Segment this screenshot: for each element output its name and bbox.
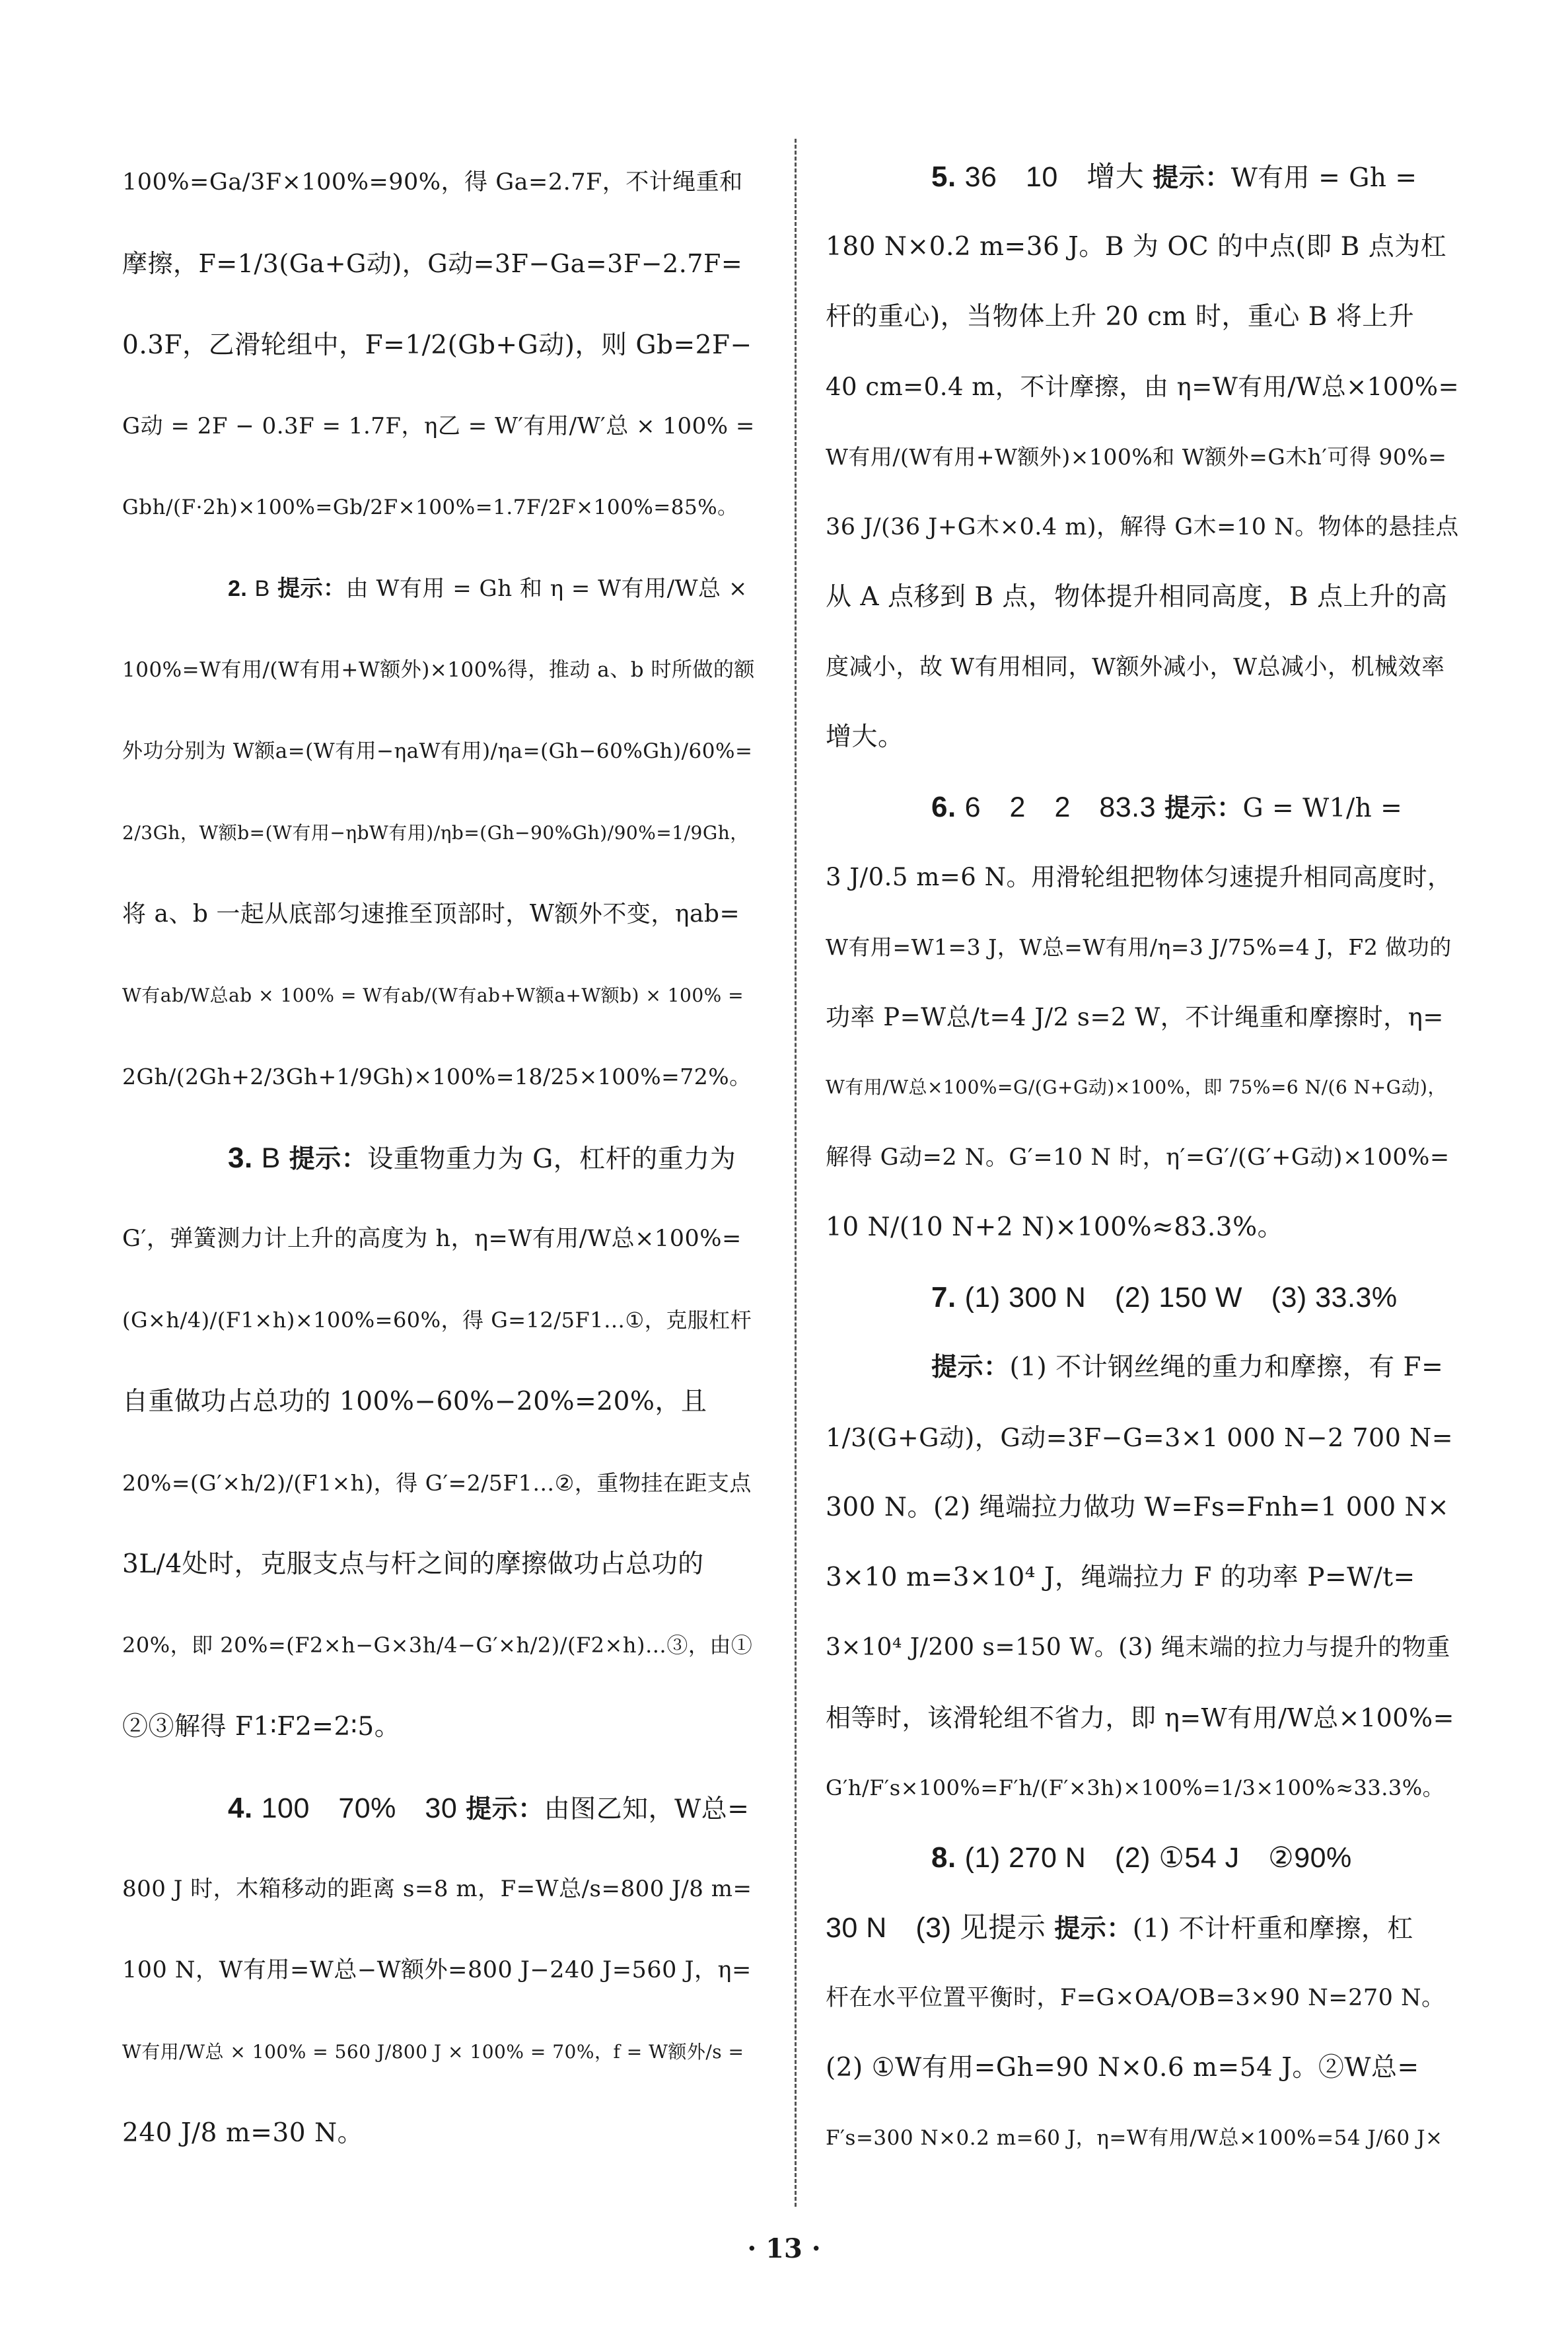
line-text: 将 a、b 一起从底部匀速推至顶部时，W额外不变，ηab= [122, 901, 740, 928]
question-number: 6. [931, 791, 956, 823]
question-number: 4. [228, 1792, 253, 1824]
text-line [826, 2103, 1460, 2173]
text-line [826, 562, 1460, 632]
text-line [122, 1036, 756, 1117]
text-line [122, 2092, 756, 2174]
answer: B [254, 576, 270, 601]
hint-label: 提示： [1164, 793, 1243, 823]
hint-label: 提示： [466, 1794, 544, 1824]
text-line [826, 1473, 1460, 1543]
text-line [122, 467, 756, 548]
question-number: 2. [228, 576, 248, 601]
text-line [122, 1199, 756, 1280]
line-text: ②③解得 F1∶F2=2∶5。 [122, 1712, 401, 1742]
question-number: 5. [931, 161, 956, 193]
line-text: W有用/W总 × 100% = 560 J/800 J × 100% = 70%，f = W额外/s = [122, 2041, 744, 2063]
answer: B [261, 1142, 281, 1174]
text-line [122, 1605, 756, 1686]
line-text: (2) ①W有用=Gh=90 N×0.6 m=54 J。②W总= [826, 2053, 1419, 2083]
line-text: 设重物重力为 G，杠杆的重力为 [367, 1144, 736, 1174]
hint-label: 提示： [277, 575, 346, 602]
text-line [826, 422, 1460, 492]
line-text: 杆在水平位置平衡时，F=G×OA/OB=3×90 N=270 N。 [826, 1985, 1445, 2011]
line-text: 0.3F，乙滑轮组中，F=1/2(Gb+G动)，则 Gb=2F− [122, 330, 752, 360]
line-text: G′h/F′s×100%=F′h/(F′×3h)×100%=1/3×100%≈33.3%。 [826, 1775, 1444, 1800]
question-number: 7. [931, 1281, 956, 1313]
hint-label: 提示： [1054, 1914, 1133, 1944]
line-text: W有用/W总×100%=G/(G+G动)×100%，即 75%=6 N/(6 N+G动)， [826, 1076, 1446, 1098]
line-text: 从 A 点移到 B 点，物体提升相同高度，B 点上升的高 [826, 582, 1448, 612]
line-text: 1/3(G+G动)，G动=3F−G=3×1 000 N−2 700 N= [826, 1423, 1454, 1452]
line-text: 20%，即 20%=(F2×h−G×3h/4−G′×h/2)/(F2×h)…③，由① [122, 1633, 753, 1658]
text-line [826, 1893, 1460, 1963]
line-text: F′s=300 N×0.2 m=60 J，η=W有用/W总×100%=54 J/60 J× [826, 2126, 1443, 2150]
line-text: 3 J/0.5 m=6 N。用滑轮组把物体匀速提升相同高度时， [826, 863, 1452, 891]
line-text: 100%=Ga/3F×100%=90%，得 Ga=2.7F，不计绳重和 [122, 169, 743, 196]
text-line [826, 1613, 1460, 1683]
line-text: 2/3Gh，W额b=(W有用−ηbW有用)/ηb=(Gh−90%Gh)/90%=1/9Gh， [122, 822, 749, 844]
text-line [826, 1403, 1460, 1473]
text-line [826, 1543, 1460, 1613]
line-text: 10 N/(10 N+2 N)×100%≈83.3%。 [826, 1212, 1284, 1242]
left-column [122, 142, 756, 2174]
line-text: 20%=(G′×h/2)/(F1×h)，得 G′=2/5F1…②，重物挂在距支点 [122, 1470, 752, 1496]
line-text: W有用=W1=3 J，W总=W有用/η=3 J/75%=4 J，F2 做功的 [826, 934, 1452, 960]
line-text: W有ab/W总ab × 100% = W有ab/(W有ab+W额a+W额b) × 100% = [122, 984, 744, 1006]
text-line [826, 1052, 1460, 1123]
text-line [826, 492, 1460, 562]
text-line [122, 955, 756, 1036]
line-text: 2Gh/(2Gh+2/3Gh+1/9Gh)×100%=18/25×100%=72%。 [122, 1064, 752, 1089]
line-text: 由 W有用 = Gh 和 η = W有用/W总 × [345, 575, 748, 602]
line-text: (G×h/4)/(F1×h)×100%=60%，得 G=12/5F1…①，克服杠杆 [122, 1308, 752, 1333]
hint-label: 提示： [289, 1144, 368, 1174]
text-line [826, 772, 1460, 842]
text-line [826, 1753, 1460, 1823]
hint-label: 提示： [931, 1352, 1010, 1382]
page-number: · 13 · [747, 2233, 821, 2264]
line-text: W有用 = Gh = [1230, 163, 1417, 193]
text-line [122, 1767, 756, 1849]
text-line [122, 1686, 756, 1767]
text-line [122, 630, 756, 711]
line-text: 240 J/8 m=30 N。 [122, 2118, 364, 2148]
line-text: G动 = 2F − 0.3F = 1.7F，η乙 = W′有用/W′总 × 100% = [122, 413, 755, 439]
line-text: 度减小，故 W有用相同，W额外减小，W总减小，机械效率 [826, 654, 1445, 681]
text-line [122, 1524, 756, 1605]
answer: 30 N (3) 见提示 [826, 1912, 1046, 1944]
text-line [826, 1683, 1460, 1753]
right-column [826, 142, 1460, 2173]
line-text: 功率 P=W总/t=4 J/2 s=2 W，不计绳重和摩擦时，η= [826, 1003, 1444, 1031]
line-text: 100 N，W有用=W总−W额外=800 J−240 J=560 J，η= [122, 1957, 752, 1983]
text-line [826, 842, 1460, 912]
column-divider [795, 139, 797, 2207]
text-line [826, 912, 1460, 982]
line-text: 3L/4处时，克服支点与杆之间的摩擦做功占总功的 [122, 1549, 704, 1579]
line-text: 40 cm=0.4 m，不计摩擦，由 η=W有用/W总×100%= [826, 373, 1460, 401]
text-line [826, 2033, 1460, 2103]
answer: 36 10 增大 [964, 161, 1145, 193]
text-line [826, 282, 1460, 352]
text-line [122, 792, 756, 873]
text-line [826, 142, 1460, 212]
line-text: G′，弹簧测力计上升的高度为 h，η=W有用/W总×100%= [122, 1226, 742, 1252]
text-line [826, 1823, 1460, 1893]
line-text: 100%=W有用/(W有用+W额外)×100%得，推动 a、b 时所做的额 [122, 658, 755, 682]
answer: (1) 270 N (2) ①54 J ②90% [964, 1842, 1352, 1874]
line-text: 外功分别为 W额a=(W有用−ηaW有用)/ηa=(Gh−60%Gh)/60%= [122, 739, 753, 763]
text-line [122, 223, 756, 305]
text-line [826, 1963, 1460, 2033]
line-text: 36 J/(36 J+G木×0.4 m)，解得 G木=10 N。物体的悬挂点 [826, 514, 1459, 540]
text-line [826, 1193, 1460, 1263]
text-line [122, 711, 756, 792]
line-text: G = W1/h = [1242, 793, 1403, 823]
text-line [122, 1361, 756, 1442]
text-line [826, 1333, 1460, 1403]
line-text: 800 J 时，木箱移动的距离 s=8 m，F=W总/s=800 J/8 m= [122, 1876, 752, 1902]
line-text: Gbh/(F·2h)×100%=Gb/2F×100%=1.7F/2F×100%=85%。 [122, 496, 738, 519]
text-line [826, 1263, 1460, 1333]
line-text: 解得 G动=2 N。G′=10 N 时，η′=G′/(G′+G动)×100%= [826, 1144, 1450, 1171]
question-number: 8. [931, 1841, 956, 1874]
line-text: 杆的重心)，当物体上升 20 cm 时，重心 B 将上升 [826, 302, 1415, 332]
text-line [122, 1280, 756, 1361]
question-number: 3. [228, 1142, 253, 1174]
text-line [122, 386, 756, 467]
answer: 100 70% 30 [261, 1792, 458, 1824]
line-text: 3×10⁴ J/200 s=150 W。(3) 绳末端的拉力与提升的物重 [826, 1634, 1450, 1661]
hint-label: 提示： [1153, 163, 1231, 193]
text-line [826, 212, 1460, 282]
line-text: 自重做功占总功的 100%−60%−20%=20%，且 [122, 1387, 707, 1417]
line-text: 相等时，该滑轮组不省力，即 η=W有用/W总×100%= [826, 1703, 1454, 1732]
text-line [122, 548, 756, 630]
text-line [122, 305, 756, 386]
line-text: 摩擦，F=1/3(Ga+G动)，G动=3F−Ga=3F−2.7F= [122, 249, 743, 278]
answer: 6 2 2 83.3 [964, 792, 1157, 823]
text-line [826, 632, 1460, 702]
line-text: 180 N×0.2 m=36 J。B 为 OC 的中点(即 B 点为杠 [826, 232, 1447, 262]
line-text: W有用/(W有用+W额外)×100%和 W额外=G木h′可得 90%= [826, 444, 1447, 470]
line-text: (1) 不计钢丝绳的重力和摩擦，有 F= [1009, 1352, 1444, 1382]
line-text: 3×10 m=3×10⁴ J，绳端拉力 F 的功率 P=W/t= [826, 1563, 1415, 1592]
text-line [122, 2011, 756, 2092]
text-line [826, 1123, 1460, 1193]
text-line [122, 1849, 756, 1930]
text-line [122, 873, 756, 955]
text-line [826, 702, 1460, 772]
line-text: 由图乙知，W总= [544, 1794, 750, 1824]
text-line [826, 352, 1460, 422]
line-text: 增大。 [826, 722, 904, 752]
line-text: (1) 不计杆重和摩擦，杠 [1132, 1914, 1413, 1944]
text-line [122, 142, 756, 223]
text-line [122, 1117, 756, 1199]
text-line [122, 1442, 756, 1524]
line-text: 300 N。(2) 绳端拉力做功 W=Fs=Fnh=1 000 N× [826, 1493, 1450, 1522]
text-line [122, 1930, 756, 2011]
text-line [826, 982, 1460, 1052]
answer: (1) 300 N (2) 150 W (3) 33.3% [964, 1282, 1398, 1313]
